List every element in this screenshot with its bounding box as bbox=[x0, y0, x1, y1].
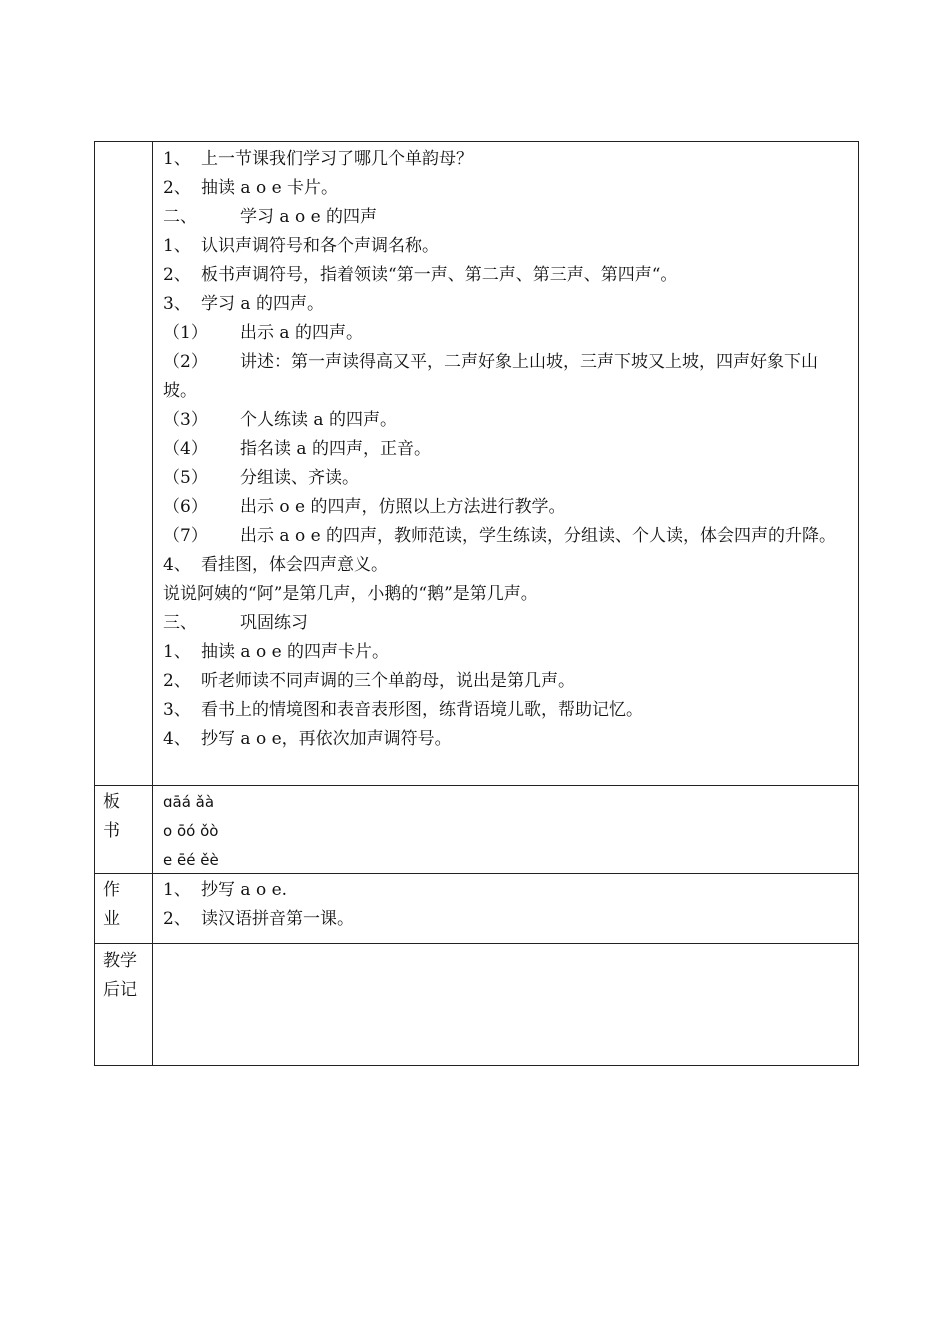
step-line: 1、 上一节课我们学习了哪几个单韵母？ bbox=[163, 149, 473, 169]
reflection-label: 教学 后记 bbox=[103, 951, 137, 1000]
substep-line: （6） 出示 o e 的四声，仿照以上方法进行教学。 bbox=[163, 497, 566, 517]
column-divider bbox=[152, 874, 153, 944]
substep-line: （5） 分组读、齐读。 bbox=[163, 468, 359, 488]
column-divider bbox=[152, 786, 153, 874]
substep-line: （4） 指名读 a 的四声，正音。 bbox=[163, 439, 431, 459]
substep-line: （7） 出示 a o e 的四声，教师范读，学生练读，分组读、个人读，体会四声的升降。 bbox=[163, 526, 837, 546]
step-line: 3、 看书上的情境图和表音表形图，练背语境儿歌，帮助记忆。 bbox=[163, 700, 643, 720]
step-line: 1、 抽读 a o e 的四声卡片。 bbox=[163, 642, 390, 662]
step-line: 2、 板书声调符号，指着领读“第一声、第二声、第三声、第四声“。 bbox=[163, 265, 678, 285]
board-content bbox=[163, 788, 848, 875]
step-line: 2、 抽读 a o e 卡片。 bbox=[163, 178, 339, 198]
homework-item: 1、 抄写 a o e. bbox=[163, 880, 288, 900]
section-heading: 二、 学习 a o e 的四声 bbox=[163, 207, 378, 227]
substep-line: （2） 讲述：第一声读得高又平，二声好象上山坡，三声下坡又上坡，四声好象下山坡。 bbox=[163, 352, 818, 401]
column-divider bbox=[152, 944, 153, 1066]
pinyin-line-o: o ōó ǒò bbox=[163, 822, 219, 840]
substep-line: （1） 出示 a 的四声。 bbox=[163, 323, 363, 343]
reflection-row bbox=[95, 943, 858, 1066]
lesson-plan-table bbox=[94, 141, 859, 1066]
step-line: 2、 听老师读不同声调的三个单韵母，说出是第几声。 bbox=[163, 671, 575, 691]
homework-content bbox=[163, 876, 848, 934]
step-line: 4、 抄写 a o e，再依次加声调符号。 bbox=[163, 729, 452, 749]
pinyin-line-e: e ēé ěè bbox=[163, 851, 219, 869]
substep-line: （3） 个人练读 a 的四声。 bbox=[163, 410, 397, 430]
board-row bbox=[95, 785, 858, 874]
homework-item: 2、 读汉语拼音第一课。 bbox=[163, 909, 354, 929]
column-divider bbox=[152, 142, 153, 785]
step-line: 3、 学习 a 的四声。 bbox=[163, 294, 324, 314]
step-line: 4、 看挂图，体会四声意义。 bbox=[163, 555, 388, 575]
homework-label: 作 业 bbox=[103, 880, 120, 929]
teaching-steps bbox=[163, 145, 848, 754]
pinyin-line-a: ɑāá ǎà bbox=[163, 793, 215, 811]
homework-row bbox=[95, 873, 858, 944]
teaching-process-row bbox=[95, 142, 858, 785]
section-heading: 三、 巩固练习 bbox=[163, 613, 308, 633]
step-line: 1、 认识声调符号和各个声调名称。 bbox=[163, 236, 439, 256]
step-line: 说说阿姨的“阿”是第几声，小鹅的“鹅”是第几声。 bbox=[163, 584, 538, 604]
board-label: 板 书 bbox=[103, 792, 120, 841]
